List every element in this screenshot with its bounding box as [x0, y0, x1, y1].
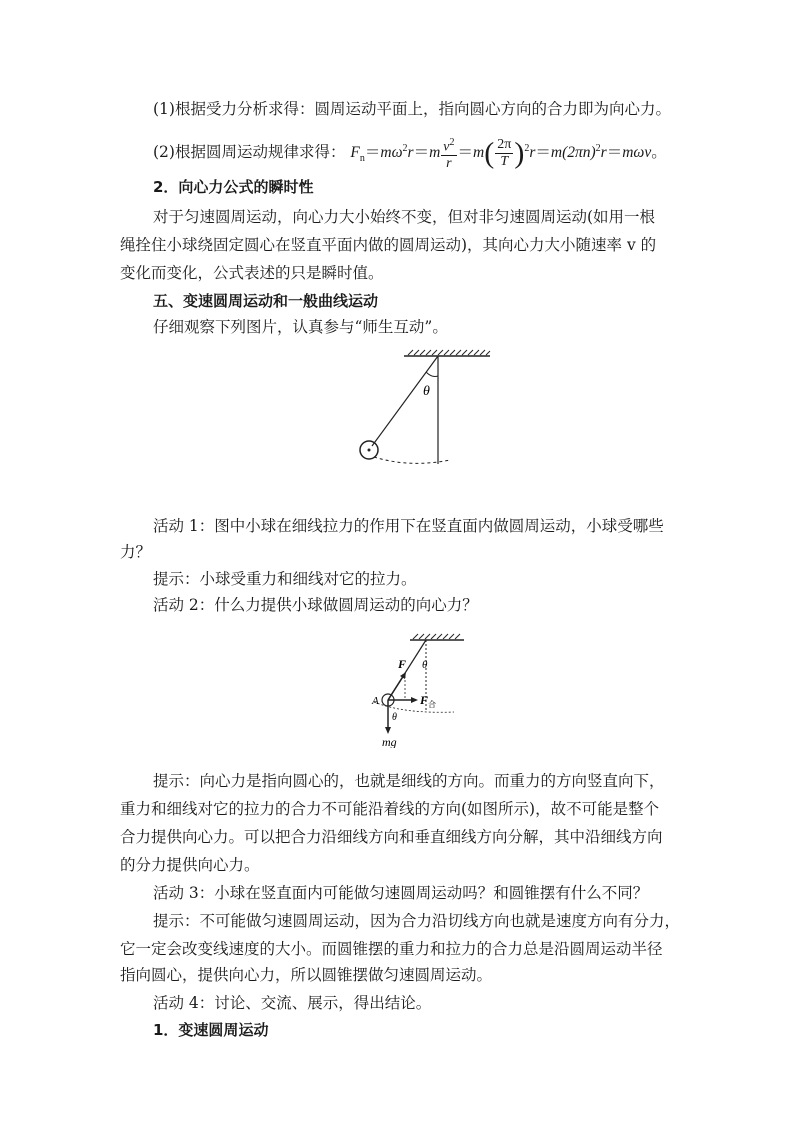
theta-label-bottom: θ [392, 712, 397, 723]
pendulum-string [372, 356, 438, 446]
section5-title: 五、变速圆周运动和一般曲线运动 [153, 292, 379, 310]
arc-path-dashed [374, 457, 450, 463]
section5-intro: 仔细观察下列图片，认真参与“师生互动”。 [153, 318, 448, 336]
activity1-line1: 活动 1：图中小球在细线拉力的作用下在竖直面内做圆周运动，小球受哪些 [153, 517, 664, 535]
paragraph-line1: 对于匀速圆周运动，向心力大小始终不变，但对非匀速圆周运动(如用一根 [153, 208, 656, 226]
hint2-line1: 提示：向心力是指向圆心的，也就是细线的方向。而重力的方向竖直向下， [153, 772, 665, 790]
force-diagram-figure [364, 630, 474, 748]
pendulum-figure [340, 340, 500, 480]
paragraph-line3: 变化而变化，公式表述的只是瞬时值。 [120, 264, 384, 282]
theta-label: θ [423, 384, 430, 399]
activity1-line2: 力？ [120, 543, 152, 561]
gravity-label: mg [382, 735, 397, 748]
angle-arc [426, 372, 438, 377]
heading-instantaneous: 2．向心力公式的瞬时性 [153, 178, 314, 196]
hint2-line4: 的分力提供向心力。 [120, 856, 260, 874]
hint3-line1: 提示：不可能做匀速圆周运动，因为合力沿切线方向也就是速度方向有分力， [153, 912, 681, 930]
paragraph-item1: (1)根据受力分析求得：圆周运动平面上，指向圆心方向的合力即为向心力。 [153, 100, 671, 118]
tension-arrow [388, 675, 404, 700]
hint3-line2: 它一定会改变线速度的大小。而圆锥摆的重力和拉力的合力总是沿圆周运动半径 [120, 940, 663, 958]
net-force-sub: 合 [428, 700, 436, 709]
fraction-v2-r: $\frac{v^2}{r}$ [443, 136, 455, 172]
tension-label: F [398, 657, 407, 671]
fraction-2pi-T: $\frac{2\pi}{T}$ [497, 137, 512, 170]
theta-label-top: θ [422, 659, 428, 671]
hint2-line3: 合力提供向心力。可以把合力沿细线方向和垂直细线方向分解，其中沿细线方向 [120, 828, 663, 846]
activity2: 活动 2：什么力提供小球做圆周运动的向心力？ [153, 596, 478, 614]
hint1: 提示：小球受重力和细线对它的拉力。 [153, 570, 417, 588]
centripetal-formula: $F_n=m\omega^2r=m$ $\frac{v^2}{r}$ ＝m( $\frac{2\pi}{T}$ )$^2r=m(2\pi n)^2r=m\omega v$。 [350, 136, 667, 172]
paragraph-item2 [153, 132, 667, 176]
activity4: 活动 4：讨论、交流、展示，得出结论。 [153, 994, 432, 1012]
hint3-line3: 指向圆心，提供向心力，所以圆锥摆做匀速圆周运动。 [120, 966, 493, 984]
paragraph-line2: 绳拴住小球绕固定圆心在竖直平面内做的圆周运动)，其向心力大小随速率 v 的 [120, 236, 657, 254]
heading-variable-speed: 1．变速圆周运动 [153, 1021, 269, 1039]
item2-prefix: (2)根据圆周运动规律求得： [153, 143, 346, 162]
hint2-line2: 重力和细线对它的拉力的合力不可能沿着线的方向(如图所示)，故不可能是整个 [120, 800, 660, 818]
activity3: 活动 3：小球在竖直面内可能做匀速圆周运动吗？和圆锥摆有什么不同？ [153, 884, 649, 902]
net-force-label: F [420, 693, 429, 707]
point-A-label: A [372, 695, 379, 707]
